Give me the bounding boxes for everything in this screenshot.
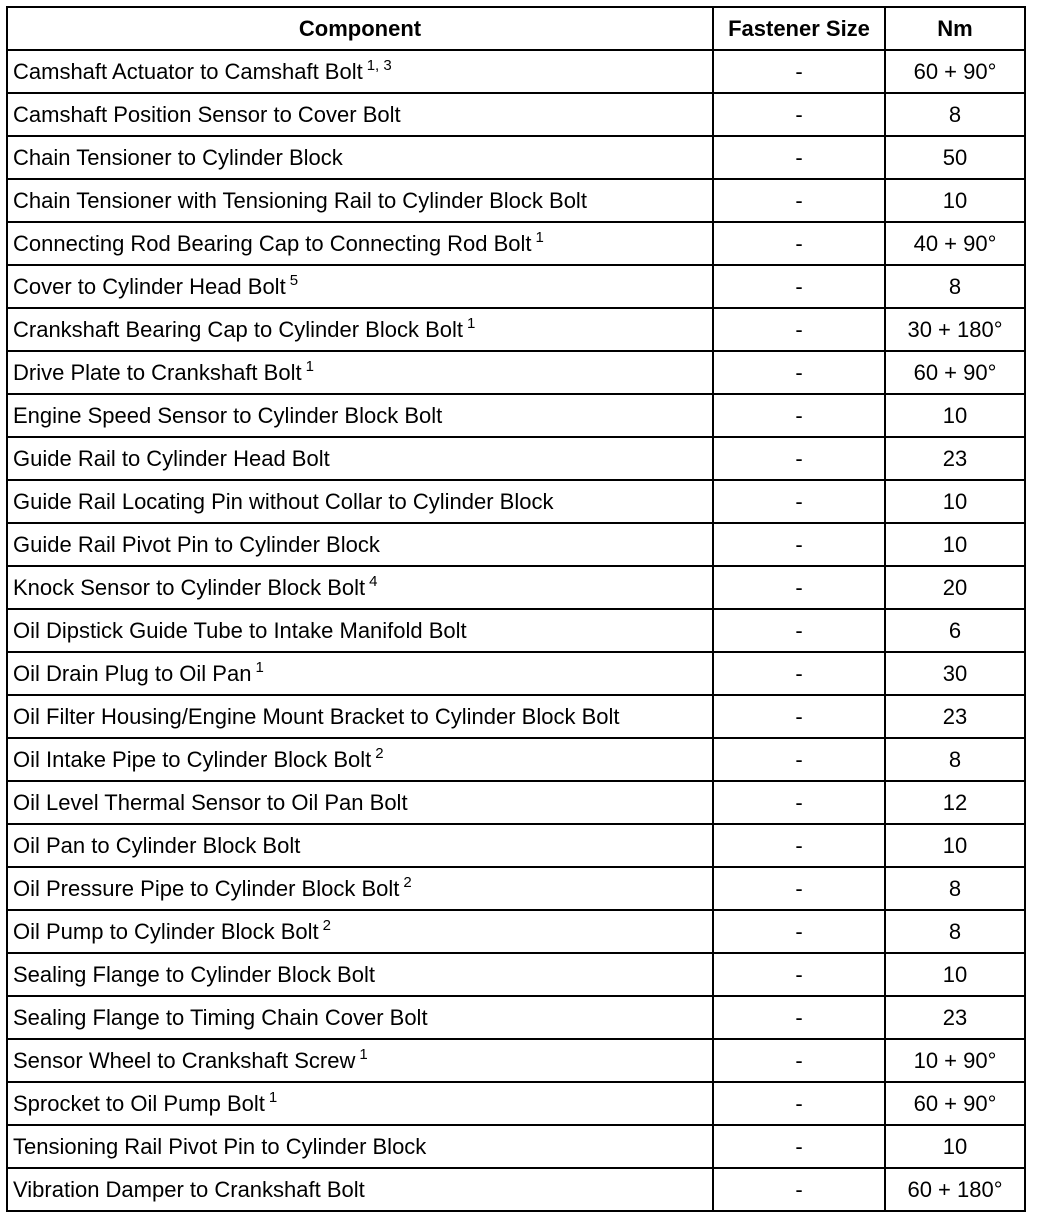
torque-nm-cell: 60 + 90° — [885, 351, 1025, 394]
footnote-reference: 1 — [359, 1045, 368, 1063]
torque-nm-cell: 10 — [885, 179, 1025, 222]
table-row — [7, 695, 1025, 738]
component-name: Sealing Flange to Timing Chain Cover Bolt — [13, 1004, 428, 1030]
component-name: Oil Level Thermal Sensor to Oil Pan Bolt — [13, 789, 408, 815]
component-name: Oil Filter Housing/Engine Mount Bracket to Cylinder Block Bolt — [13, 703, 620, 729]
table-row — [7, 265, 1025, 308]
footnote-reference: 1 — [268, 1088, 278, 1106]
component-cell — [7, 437, 713, 480]
table-row — [7, 179, 1025, 222]
torque-nm-cell: 6 — [885, 609, 1025, 652]
component-name: Oil Pressure Pipe to Cylinder Block Bolt — [13, 875, 400, 901]
component-name: Crankshaft Bearing Cap to Cylinder Block Bolt — [13, 316, 463, 342]
component-name: Drive Plate to Crankshaft Bolt — [13, 359, 302, 385]
fastener-size-cell: - — [713, 609, 885, 652]
component-cell — [7, 351, 713, 394]
fastener-size-cell: - — [713, 781, 885, 824]
footnote-reference: 1, 3 — [366, 56, 392, 74]
table-row — [7, 50, 1025, 93]
table-row — [7, 609, 1025, 652]
fastener-size-cell: - — [713, 523, 885, 566]
component-cell — [7, 523, 713, 566]
component-name: Guide Rail Pivot Pin to Cylinder Block — [13, 531, 380, 557]
torque-nm-cell: 10 — [885, 1125, 1025, 1168]
component-name: Camshaft Position Sensor to Cover Bolt — [13, 101, 401, 127]
header-component: Component — [7, 7, 713, 50]
table-row — [7, 824, 1025, 867]
component-cell — [7, 136, 713, 179]
fastener-size-cell: - — [713, 1168, 885, 1211]
fastener-size-cell: - — [713, 1125, 885, 1168]
component-cell — [7, 953, 713, 996]
torque-nm-cell: 10 — [885, 394, 1025, 437]
component-name: Camshaft Actuator to Camshaft Bolt — [13, 58, 363, 84]
table-row — [7, 480, 1025, 523]
fastener-size-cell: - — [713, 1082, 885, 1125]
fastener-size-cell: - — [713, 910, 885, 953]
fastener-size-cell: - — [713, 136, 885, 179]
component-name: Knock Sensor to Cylinder Block Bolt — [13, 574, 366, 600]
component-name: Vibration Damper to Crankshaft Bolt — [13, 1176, 365, 1202]
component-cell — [7, 1125, 713, 1168]
table-row — [7, 394, 1025, 437]
footnote-reference: 1 — [255, 658, 264, 676]
torque-nm-cell: 10 + 90° — [885, 1039, 1025, 1082]
component-cell — [7, 652, 713, 695]
table-row — [7, 953, 1025, 996]
torque-nm-cell: 8 — [885, 910, 1025, 953]
torque-nm-cell: 10 — [885, 824, 1025, 867]
torque-nm-cell: 60 + 90° — [885, 50, 1025, 93]
footnote-reference: 4 — [369, 572, 378, 590]
component-cell — [7, 265, 713, 308]
fastener-size-cell: - — [713, 93, 885, 136]
component-name: Oil Pan to Cylinder Block Bolt — [13, 832, 301, 858]
component-cell — [7, 910, 713, 953]
component-name: Guide Rail Locating Pin without Collar to Cylinder Block — [13, 488, 554, 514]
torque-nm-cell: 8 — [885, 738, 1025, 781]
component-name: Cover to Cylinder Head Bolt — [13, 273, 286, 299]
fastener-size-cell: - — [713, 265, 885, 308]
fastener-size-cell: - — [713, 953, 885, 996]
component-name: Sensor Wheel to Crankshaft Screw — [13, 1047, 356, 1073]
component-cell — [7, 996, 713, 1039]
torque-nm-cell: 10 — [885, 480, 1025, 523]
torque-spec-table-wrapper — [6, 6, 1026, 1212]
component-cell — [7, 1082, 713, 1125]
component-name: Sprocket to Oil Pump Bolt — [13, 1090, 265, 1116]
component-name: Connecting Rod Bearing Cap to Connecting Rod Bolt — [13, 230, 532, 256]
torque-nm-cell: 23 — [885, 695, 1025, 738]
component-name: Tensioning Rail Pivot Pin to Cylinder Block — [13, 1133, 427, 1159]
torque-nm-cell: 10 — [885, 953, 1025, 996]
table-row — [7, 351, 1025, 394]
torque-nm-cell: 40 + 90° — [885, 222, 1025, 265]
fastener-size-cell: - — [713, 351, 885, 394]
component-name: Engine Speed Sensor to Cylinder Block Bolt — [13, 402, 443, 428]
torque-nm-cell: 12 — [885, 781, 1025, 824]
torque-spec-table — [6, 6, 1026, 1212]
component-name: Oil Dipstick Guide Tube to Intake Manifold Bolt — [13, 617, 467, 643]
header-row — [7, 7, 1025, 50]
fastener-size-cell: - — [713, 996, 885, 1039]
component-cell — [7, 609, 713, 652]
component-cell — [7, 1168, 713, 1211]
component-cell — [7, 480, 713, 523]
table-row — [7, 867, 1025, 910]
component-name: Chain Tensioner to Cylinder Block — [13, 144, 343, 170]
component-cell — [7, 222, 713, 265]
header-fastener-size: Fastener Size — [713, 7, 885, 50]
footnote-reference: 1 — [467, 314, 476, 332]
footnote-reference: 2 — [322, 916, 332, 934]
component-name: Oil Drain Plug to Oil Pan — [13, 660, 252, 686]
fastener-size-cell: - — [713, 179, 885, 222]
table-row — [7, 93, 1025, 136]
footnote-reference: 2 — [375, 744, 384, 762]
component-cell — [7, 394, 713, 437]
torque-nm-cell: 10 — [885, 523, 1025, 566]
footnote-reference: 5 — [289, 271, 299, 289]
footnote-reference: 1 — [535, 228, 544, 246]
torque-nm-cell: 60 + 180° — [885, 1168, 1025, 1211]
header-nm: Nm — [885, 7, 1025, 50]
component-cell — [7, 781, 713, 824]
torque-nm-cell: 60 + 90° — [885, 1082, 1025, 1125]
table-row — [7, 1039, 1025, 1082]
table-row — [7, 996, 1025, 1039]
fastener-size-cell: - — [713, 50, 885, 93]
fastener-size-cell: - — [713, 652, 885, 695]
component-name: Oil Pump to Cylinder Block Bolt — [13, 918, 319, 944]
component-name: Oil Intake Pipe to Cylinder Block Bolt — [13, 746, 372, 772]
torque-nm-cell: 8 — [885, 265, 1025, 308]
table-row — [7, 1125, 1025, 1168]
component-name: Guide Rail to Cylinder Head Bolt — [13, 445, 330, 471]
fastener-size-cell: - — [713, 1039, 885, 1082]
table-row — [7, 136, 1025, 179]
component-cell — [7, 695, 713, 738]
component-cell — [7, 1039, 713, 1082]
torque-nm-cell: 8 — [885, 93, 1025, 136]
table-row — [7, 222, 1025, 265]
component-cell — [7, 308, 713, 351]
table-row — [7, 1082, 1025, 1125]
torque-nm-cell: 8 — [885, 867, 1025, 910]
component-name: Chain Tensioner with Tensioning Rail to Cylinder Block Bolt — [13, 187, 587, 213]
component-cell — [7, 566, 713, 609]
table-row — [7, 738, 1025, 781]
table-row — [7, 566, 1025, 609]
table-row — [7, 523, 1025, 566]
torque-nm-cell: 30 + 180° — [885, 308, 1025, 351]
footnote-reference: 2 — [403, 873, 412, 891]
component-cell — [7, 50, 713, 93]
table-row — [7, 652, 1025, 695]
torque-nm-cell: 20 — [885, 566, 1025, 609]
component-cell — [7, 738, 713, 781]
component-cell — [7, 93, 713, 136]
fastener-size-cell: - — [713, 695, 885, 738]
torque-nm-cell: 30 — [885, 652, 1025, 695]
fastener-size-cell: - — [713, 308, 885, 351]
fastener-size-cell: - — [713, 867, 885, 910]
fastener-size-cell: - — [713, 738, 885, 781]
fastener-size-cell: - — [713, 437, 885, 480]
torque-nm-cell: 23 — [885, 437, 1025, 480]
table-row — [7, 910, 1025, 953]
fastener-size-cell: - — [713, 824, 885, 867]
fastener-size-cell: - — [713, 480, 885, 523]
component-cell — [7, 179, 713, 222]
torque-nm-cell: 50 — [885, 136, 1025, 179]
component-cell — [7, 867, 713, 910]
fastener-size-cell: - — [713, 566, 885, 609]
footnote-reference: 1 — [305, 357, 314, 375]
fastener-size-cell: - — [713, 394, 885, 437]
component-cell — [7, 824, 713, 867]
table-row — [7, 437, 1025, 480]
table-row — [7, 1168, 1025, 1211]
table-body — [7, 50, 1025, 1211]
torque-nm-cell: 23 — [885, 996, 1025, 1039]
component-name: Sealing Flange to Cylinder Block Bolt — [13, 961, 375, 987]
table-row — [7, 308, 1025, 351]
table-row — [7, 781, 1025, 824]
fastener-size-cell: - — [713, 222, 885, 265]
